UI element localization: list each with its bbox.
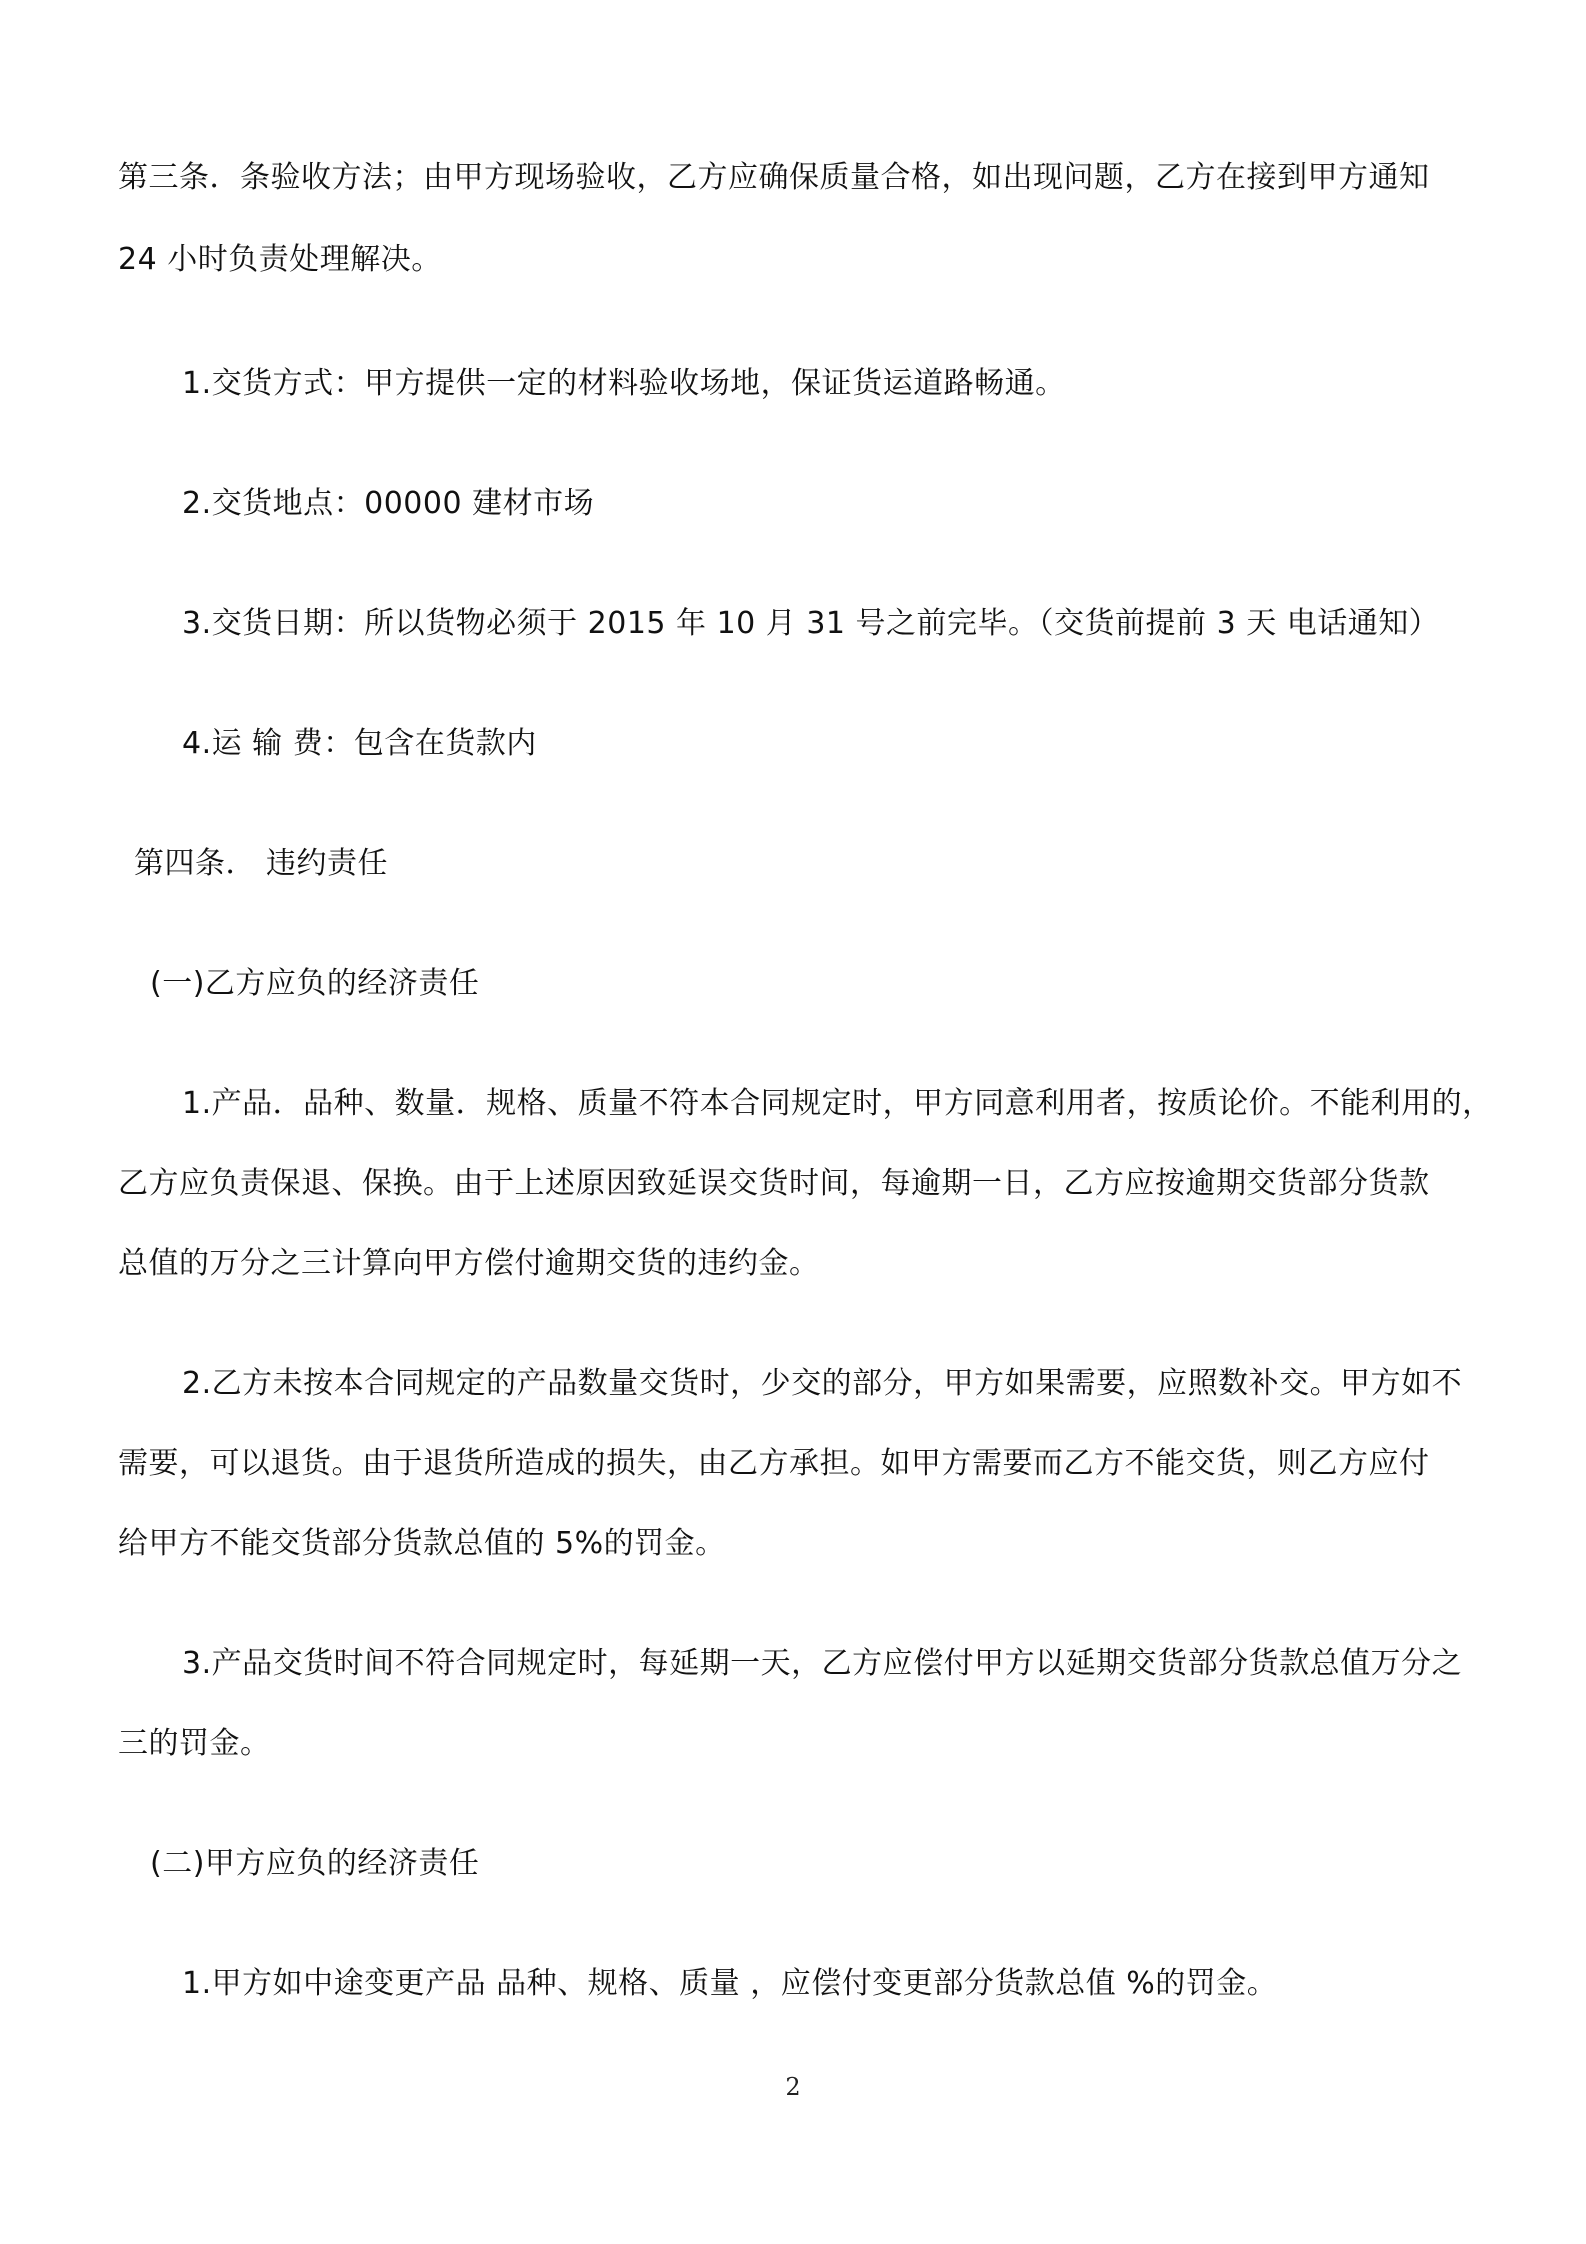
page-number: 2 — [785, 2073, 801, 2101]
party-b-item-3-line-2: 三的罚金。 — [118, 1726, 271, 1761]
party-b-item-1-line-1: 1.产品．品种、数量．规格、质量不符本合同规定时，甲方同意利用者，按质论价。不能利用的， — [182, 1086, 1493, 1121]
party-b-item-2-line-3: 给甲方不能交货部分货款总值的 5%的罚金。 — [118, 1526, 726, 1561]
delivery-date-line: 3.交货日期：所以货物必须于 2015 年 10 月 31 号之前完毕。（交货前提前 3 天 电话通知） — [182, 606, 1440, 641]
party-b-item-1-line-2: 乙方应负责保退、保换。由于上述原因致延误交货时间，每逾期一日，乙方应按逾期交货部分货款 — [118, 1166, 1430, 1201]
clause-3-heading-line: 第三条．条验收方法；由甲方现场验收，乙方应确保质量合格，如出现问题，乙方在接到甲方通知 — [118, 160, 1430, 195]
party-b-item-1-line-3: 总值的万分之三计算向甲方偿付逾期交货的违约金。 — [118, 1246, 820, 1281]
delivery-location-line: 2.交货地点：00000 建材市场 — [182, 486, 595, 521]
party-b-liability-heading: (一)乙方应负的经济责任 — [150, 966, 480, 1001]
party-b-item-2-line-1: 2.乙方未按本合同规定的产品数量交货时，少交的部分，甲方如果需要，应照数补交。甲方如不 — [182, 1366, 1463, 1401]
party-b-item-3-line-1: 3.产品交货时间不符合同规定时，每延期一天，乙方应偿付甲方以延期交货部分货款总值万分之 — [182, 1646, 1463, 1681]
delivery-method-line: 1.交货方式：甲方提供一定的材料验收场地，保证货运道路畅通。 — [182, 366, 1066, 401]
clause-3-continuation-line: 24 小时负责处理解决。 — [118, 242, 442, 277]
party-b-item-2-line-2: 需要，可以退货。由于退货所造成的损失，由乙方承担。如甲方需要而乙方不能交货，则乙方应付 — [118, 1446, 1430, 1481]
party-a-item-1-line: 1.甲方如中途变更产品 品种、规格、质量 ，应偿付变更部分货款总值 %的罚金。 — [182, 1966, 1278, 2001]
transport-fee-line: 4.运 输 费：包含在货款内 — [182, 726, 537, 761]
clause-4-heading: 第四条． 违约责任 — [134, 846, 389, 881]
party-a-liability-heading: (二)甲方应负的经济责任 — [150, 1846, 480, 1881]
